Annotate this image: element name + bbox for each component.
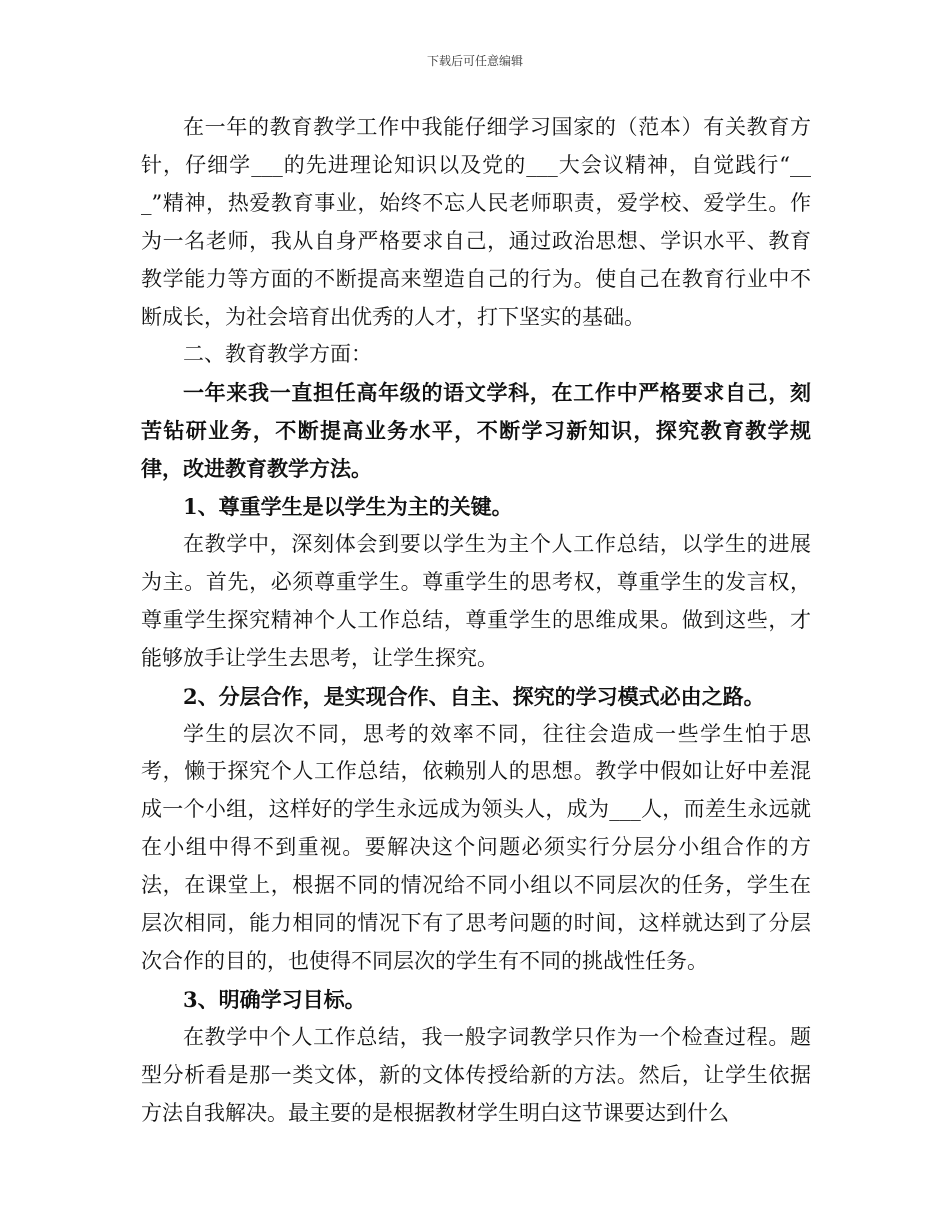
paragraph-teaching-summary: 一年来我一直担任高年级的语文学科，在工作中严格要求自己，刻苦钻研业务，不断提高业务水平，不断学习新知识，探究教育教学规律，改进教育教学方法。 xyxy=(141,380,811,482)
paragraph-intro: 在一年的教育教学工作中我能仔细学习国家的（范本）有关教育方针，仔细学___的先进理论知识以及党的___大会议精神，自觉践行“___”精神，热爱教育事业，始终不忘人民老师职责，爱学校、爱学生。作为一名老师，我从自身严格要求自己，通过政治思想、学识水平、教育教学能力等方面的不断提高来塑造自己的行为。使自己在教育行业中不断成长，为社会培育出优秀的人才，打下坚实的基础。 xyxy=(141,115,811,329)
document-body xyxy=(141,109,811,1132)
subheading-layered-cooperation: 2、分层合作，是实现合作、自主、探究的学习模式必由之路。 xyxy=(183,683,765,709)
subheading-learning-goals: 3、明确学习目标。 xyxy=(183,986,366,1012)
paragraph-layered-cooperation: 学生的层次不同，思考的效率不同，往往会造成一些学生怕于思考，懒于探究个人工作总结，依赖别人的思想。教学中假如让好中差混成一个小组，这样好的学生永远成为领头人，成为___人，而差生永远就在小组中得不到重视。要解决这个问题必须实行分层分小组合作的方法，在课堂上，根据不同的情况给不同小组以不同层次的任务，学生在层次相同，能力相同的情况下有了思考问题的时间，这样就达到了分层次合作的目的，也使得不同层次的学生有不同的挑战性任务。 xyxy=(141,721,811,973)
header-note: 下载后可任意编辑 xyxy=(426,54,523,68)
section-heading-teaching: 二、教育教学方面： xyxy=(183,342,372,367)
paragraph-learning-goals: 在教学中个人工作总结，我一般字词教学只作为一个检查过程。题型分析看是那一类文体，新的文体传授给新的方法。然后，让学生依据方法自我解决。最主要的是根据教材学生明白这节课要达到什么 xyxy=(141,1024,811,1125)
paragraph-respect-students: 在教学中，深刻体会到要以学生为主个人工作总结，以学生的进展为主。首先，必须尊重学生。尊重学生的思考权，尊重学生的发言权，尊重学生探究精神个人工作总结，尊重学生的思维成果。做到这些，才能够放手让学生去思考，让学生探究。 xyxy=(141,531,811,670)
subheading-respect-students: 1、尊重学生是以学生为主的关键。 xyxy=(183,494,513,520)
